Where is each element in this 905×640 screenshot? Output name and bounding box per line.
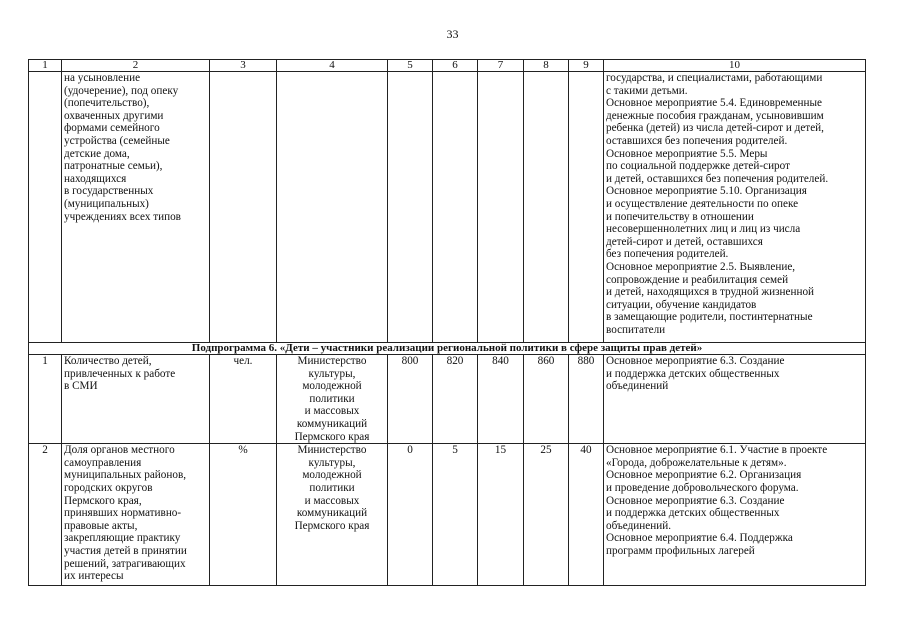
text-line: программ профильных лагерей [606, 544, 755, 557]
text-line: закрепляющие практику [64, 532, 181, 545]
header-cell: 5 [388, 60, 433, 72]
value-cell: 40 [569, 444, 604, 586]
text-line: воспитатели [606, 323, 666, 336]
executor-cell [277, 355, 388, 444]
text-line: Пермского края [294, 519, 370, 532]
text-line: (удочерение), под опеку [64, 84, 179, 97]
header-cell: 7 [478, 60, 524, 72]
value-cell: 840 [478, 355, 524, 444]
text-line: без попечения родителей. [606, 248, 729, 261]
value-cell: 860 [524, 355, 569, 444]
value-cell: 820 [433, 355, 478, 444]
text-line: объединений. [606, 519, 671, 532]
text-line: денежные пособия гражданам, усыновившим [606, 109, 824, 122]
page-number: 33 [446, 27, 459, 41]
text-line: находящихся [64, 172, 127, 185]
table-row [29, 355, 866, 444]
text-line: Министерство [297, 444, 367, 457]
indicator-cell [62, 355, 210, 444]
continued-row [29, 72, 866, 343]
header-cell: 1 [29, 60, 62, 72]
num-cell: 2 [29, 444, 62, 586]
text-line: и массовых [304, 405, 360, 418]
header-cell: 10 [604, 60, 866, 72]
text-line: и осуществление деятельности по опеке [606, 197, 799, 210]
value-cell: 5 [433, 444, 478, 586]
text-line: охваченных другими [64, 109, 164, 122]
text-line: Основное мероприятие 5.4. Единовременные [606, 97, 822, 110]
header-cell: 8 [524, 60, 569, 72]
unit-cell: чел. [210, 355, 277, 444]
text-line: Количество детей, [64, 355, 152, 367]
text-line: и проведение добровольческого форума. [606, 481, 799, 494]
text-line: (попечительство), [64, 97, 150, 110]
indicators-table [28, 59, 866, 586]
text-line: с такими детьми. [606, 84, 688, 97]
text-line: патронатные семьи), [64, 160, 163, 173]
text-line: в замещающие родители, постинтернатные [606, 311, 813, 324]
num-cell: 1 [29, 355, 62, 444]
text-line: Основное мероприятие 6.2. Организация [606, 469, 802, 482]
text-line: Пермского края, [64, 494, 142, 507]
text-line: и массовых [304, 494, 360, 507]
measures-cell [604, 444, 866, 586]
header-cell: 3 [210, 60, 277, 72]
header-cell: 4 [277, 60, 388, 72]
unit-cell [210, 72, 277, 343]
executor-cell [277, 444, 388, 586]
executor-cell [277, 72, 388, 343]
text-line: оставшихся без попечения родителей. [606, 134, 788, 147]
text-line: Доля органов местного [64, 444, 175, 457]
value-cell: 880 [569, 355, 604, 444]
text-line: политики [309, 392, 355, 405]
text-line: Основное мероприятие 2.5. Выявление, [606, 260, 796, 273]
header-row [29, 60, 866, 72]
text-line: культуры, [308, 367, 356, 380]
text-line: Основное мероприятие 6.3. Создание [606, 355, 785, 367]
text-line: в СМИ [64, 380, 98, 393]
text-line: Министерство [297, 355, 367, 367]
header-cell: 9 [569, 60, 604, 72]
table-row [29, 444, 866, 586]
text-line: участия детей в принятии [64, 544, 187, 557]
text-line: решений, затрагивающих [64, 557, 186, 570]
text-line: ребенка (детей) из числа детей-сирот и детей, [606, 122, 824, 135]
text-line: муниципальных районов, [64, 469, 187, 482]
text-line: «Города, доброжелательные к детям». [606, 456, 787, 469]
text-line: несовершеннолетних лиц и лиц из числа [606, 223, 801, 236]
text-line: на усыновление [64, 72, 141, 84]
subprogram-title: Подпрограмма 6. «Дети – участники реализации региональной политики в сфере защиты прав детей» [29, 343, 866, 355]
unit-cell: % [210, 444, 277, 586]
indicator-cell [62, 444, 210, 586]
text-line: принявших нормативно- [64, 507, 182, 520]
text-line: в государственных [64, 185, 154, 198]
text-line: объединений [606, 380, 669, 393]
measures-cell [604, 72, 866, 343]
header-cell: 6 [433, 60, 478, 72]
text-line: детские дома, [64, 147, 130, 160]
text-line: по социальной поддержке детей-сирот [606, 160, 790, 173]
indicator-cell [62, 72, 210, 343]
text-line: политики [309, 481, 355, 494]
text-line: самоуправления [64, 456, 142, 469]
measures-cell [604, 355, 866, 444]
text-line: формами семейного [64, 122, 160, 135]
header-cell: 2 [62, 60, 210, 72]
value-cell [433, 72, 478, 343]
text-line: Основное мероприятие 6.1. Участие в проекте [606, 444, 828, 457]
value-cell [524, 72, 569, 343]
text-line: городских округов [64, 481, 153, 494]
text-line: и детей, оставшихся без попечения родителей. [606, 172, 829, 185]
text-line: Основное мероприятие 6.4. Поддержка [606, 532, 793, 545]
text-line: правовые акты, [64, 519, 138, 532]
text-line: Пермского края [294, 430, 370, 443]
text-line: их интересы [64, 570, 124, 583]
text-line: ситуации, обучение кандидатов [606, 298, 757, 311]
value-cell [569, 72, 604, 343]
num-cell [29, 72, 62, 343]
subprogram-row [29, 343, 866, 355]
value-cell: 15 [478, 444, 524, 586]
text-line: молодежной [302, 380, 362, 393]
text-line: Основное мероприятие 6.3. Создание [606, 494, 785, 507]
text-line: (муниципальных) [64, 197, 149, 210]
text-line: и детей, находящихся в трудной жизненной [606, 286, 815, 299]
text-line: государства, и специалистами, работающими [606, 72, 823, 84]
text-line: привлеченных к работе [64, 367, 176, 380]
text-line: детей-сирот и детей, оставшихся [606, 235, 763, 248]
value-cell: 25 [524, 444, 569, 586]
text-line: учреждениях всех типов [64, 210, 181, 223]
text-line: Основное мероприятие 5.10. Организация [606, 185, 807, 198]
text-line: коммуникаций [296, 417, 368, 430]
value-cell: 0 [388, 444, 433, 586]
text-line: и поддержка детских общественных [606, 367, 780, 380]
text-line: молодежной [302, 469, 362, 482]
value-cell [388, 72, 433, 343]
text-line: коммуникаций [296, 507, 368, 520]
text-line: сопровождение и реабилитация семей [606, 273, 789, 286]
text-line: и поддержка детских общественных [606, 507, 780, 520]
text-line: устройства (семейные [64, 134, 170, 147]
value-cell [478, 72, 524, 343]
text-line: культуры, [308, 456, 356, 469]
value-cell: 800 [388, 355, 433, 444]
text-line: Основное мероприятие 5.5. Меры [606, 147, 768, 160]
text-line: и попечительству в отношении [606, 210, 754, 223]
